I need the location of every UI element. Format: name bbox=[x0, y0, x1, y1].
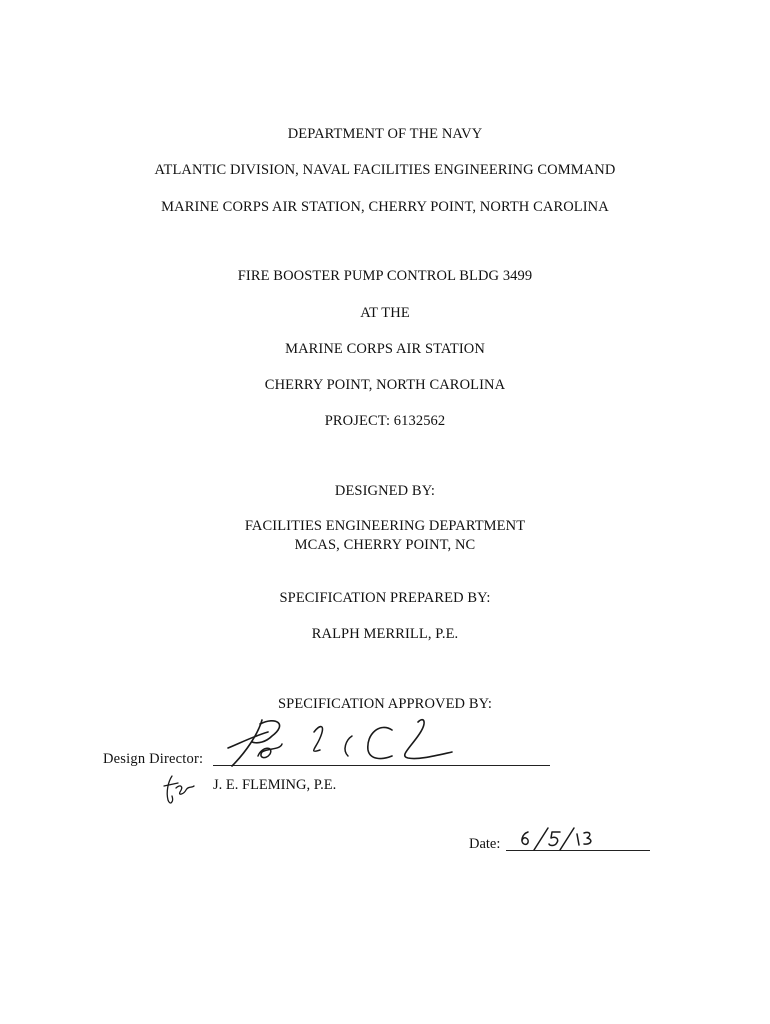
facility-line: MARINE CORPS AIR STATION bbox=[285, 341, 485, 357]
approved-by-heading: SPECIFICATION APPROVED BY: bbox=[278, 696, 492, 712]
date-label: Date: bbox=[469, 836, 501, 852]
station-heading: MARINE CORPS AIR STATION, CHERRY POINT, NORTH CAROLINA bbox=[161, 199, 609, 215]
date-handwritten bbox=[508, 826, 598, 854]
designer-department: FACILITIES ENGINEERING DEPARTMENT bbox=[244, 518, 526, 534]
director-signature bbox=[222, 716, 462, 772]
for-handwritten-note bbox=[158, 772, 198, 808]
design-director-label: Design Director: bbox=[103, 751, 204, 767]
designer-site: MCAS, CHERRY POINT, NC bbox=[294, 537, 476, 553]
location-line: CHERRY POINT, NORTH CAROLINA bbox=[264, 377, 506, 393]
designed-by-heading: DESIGNED BY: bbox=[334, 483, 436, 499]
project-title: FIRE BOOSTER PUMP CONTROL BLDG 3499 bbox=[237, 268, 533, 284]
director-name: J. E. FLEMING, P.E. bbox=[213, 777, 337, 793]
division-heading: ATLANTIC DIVISION, NAVAL FACILITIES ENGINEERING COMMAND bbox=[154, 162, 616, 178]
at-the-line: AT THE bbox=[360, 305, 410, 321]
project-number: PROJECT: 6132562 bbox=[324, 413, 446, 429]
prepared-by-heading: SPECIFICATION PREPARED BY: bbox=[279, 590, 491, 606]
department-heading: DEPARTMENT OF THE NAVY bbox=[287, 126, 483, 142]
preparer-name: RALPH MERRILL, P.E. bbox=[311, 626, 459, 642]
